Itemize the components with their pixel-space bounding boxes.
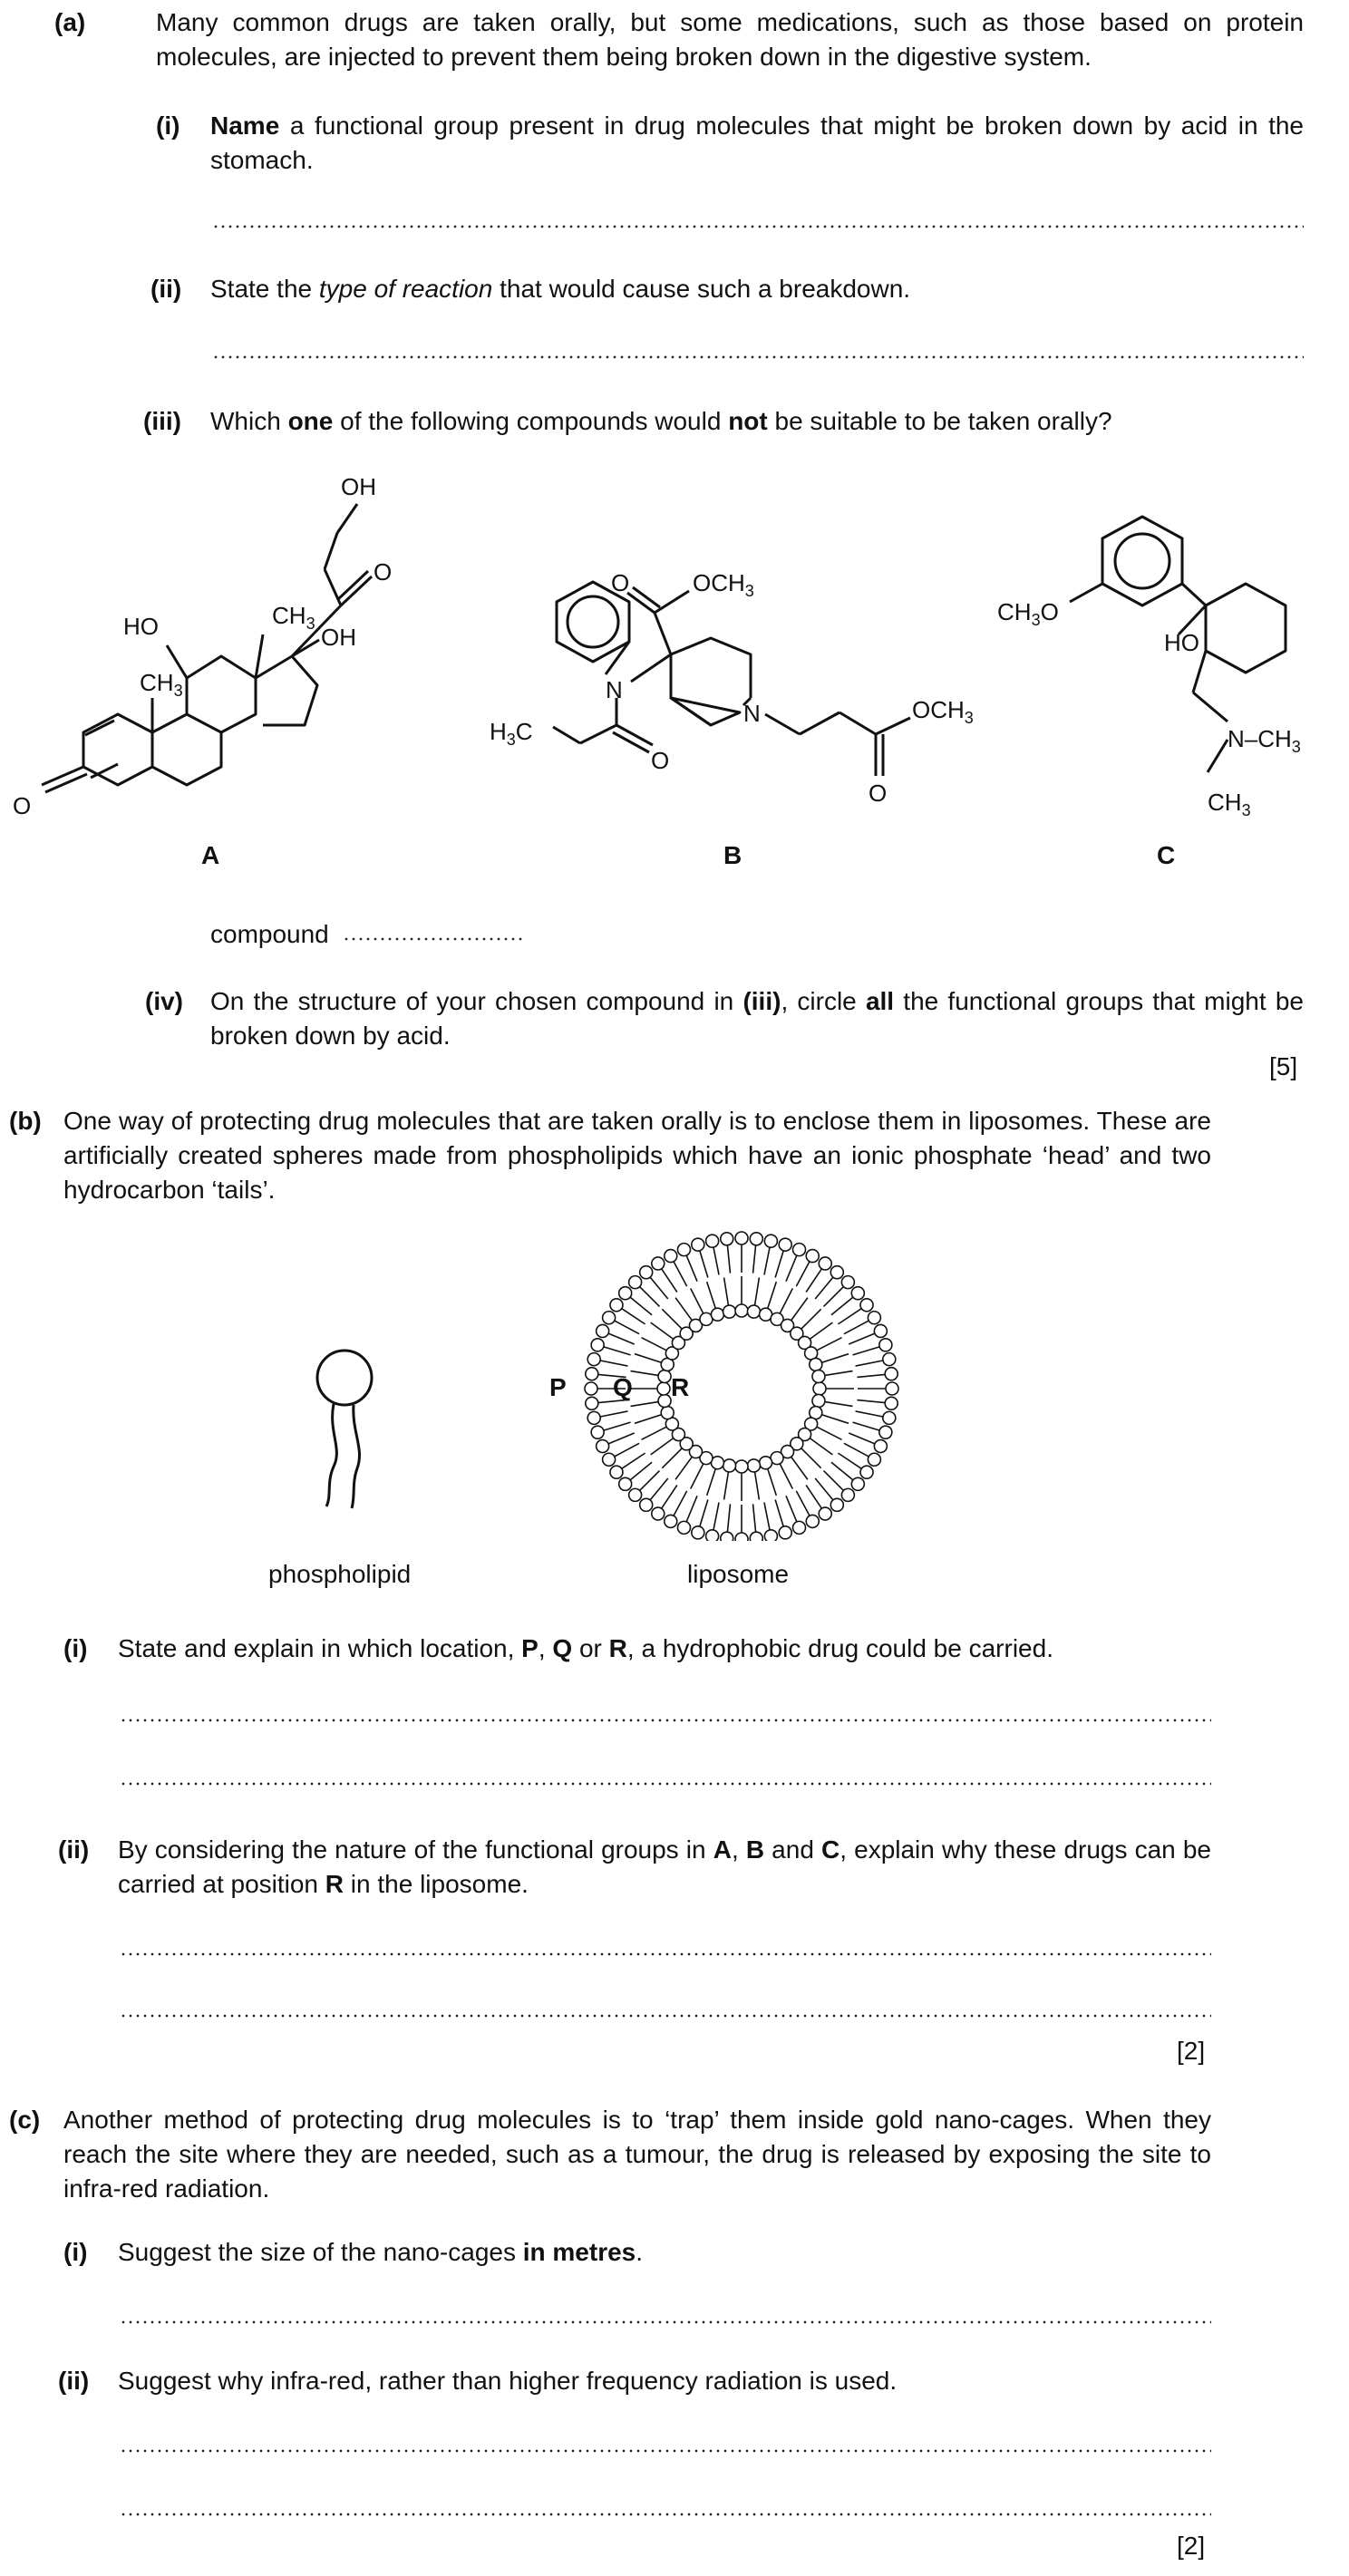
phospholipid-head xyxy=(723,1459,736,1472)
answer-line[interactable] xyxy=(120,2014,1211,2018)
phospholipid-tail xyxy=(806,1485,821,1508)
answer-line[interactable] xyxy=(120,2320,1211,2324)
part-c-ii-label: (ii) xyxy=(58,2367,90,2395)
part-a-ii-label: (ii) xyxy=(150,275,182,303)
answer-line[interactable] xyxy=(120,2449,1211,2453)
phospholipid-tail xyxy=(686,1255,697,1282)
phospholipid-tail xyxy=(608,1433,635,1444)
phospholipid-tail xyxy=(622,1453,645,1468)
phospholipid-head xyxy=(735,1460,748,1473)
phospholipid-tail xyxy=(691,1289,704,1314)
phospholipid-tail xyxy=(815,1478,833,1500)
phospholipid-head xyxy=(747,1305,760,1318)
phospholipid-tail xyxy=(662,1309,682,1329)
phospholipid-tail xyxy=(796,1262,810,1286)
part-c-marks: [2] xyxy=(1177,2532,1206,2560)
phospholipid-tail xyxy=(755,1278,760,1306)
phospholipid-head xyxy=(735,1232,748,1244)
svg-text:CH3: $CH_3$ xyxy=(140,669,183,700)
phospholipid-tail xyxy=(775,1499,783,1526)
phospholipid-head xyxy=(586,1397,598,1409)
phospholipid-head xyxy=(692,1526,704,1539)
part-a-iii-question: Which one of the following compounds would not be suitable to be taken orally? xyxy=(210,407,1112,435)
part-c-i-question: Suggest the size of the nano-cages in metres. xyxy=(118,2238,644,2266)
part-b-intro: One way of protecting drug molecules that are taken orally is to enclose them in liposomes. These are artificially created spheres made from phospholipids which have an ionic phosphate ‘head’ and two hydrocarbon ‘tails’. xyxy=(63,1107,1211,1204)
phospholipid-head xyxy=(819,1257,831,1270)
phospholipid-head xyxy=(711,1308,723,1321)
phospholipid-head xyxy=(619,1477,632,1490)
svg-text:OCH3: $OCH_3$ xyxy=(693,569,754,600)
phospholipid-tail xyxy=(662,1485,677,1508)
phospholipid-tail xyxy=(724,1278,729,1306)
phospholipid-tail xyxy=(631,1371,659,1376)
phospholipid-head xyxy=(591,1339,604,1351)
phospholipid-tail xyxy=(713,1503,719,1530)
phospholipid-head xyxy=(747,1459,760,1472)
phospholipid-head xyxy=(879,1426,892,1438)
n-label: N xyxy=(606,676,623,703)
answer-line[interactable] xyxy=(120,1952,1211,1956)
part-b-marks: [2] xyxy=(1177,2037,1206,2065)
o-label: O xyxy=(611,569,630,596)
position-r-label: R xyxy=(671,1373,690,1401)
phospholipid-head xyxy=(750,1532,762,1541)
phospholipid-tail xyxy=(753,1504,756,1532)
phospholipid-head xyxy=(665,1250,677,1263)
svg-text:CH3O: $CH_3O$ xyxy=(997,598,1059,629)
phospholipid-head xyxy=(658,1370,671,1383)
phospholipid-head xyxy=(841,1488,854,1501)
phospholipid-head xyxy=(652,1257,665,1270)
phospholipid-head xyxy=(587,1411,600,1424)
phospholipid-head xyxy=(851,1477,864,1490)
phospholipid-tail xyxy=(635,1354,661,1363)
phospholipid-tail xyxy=(675,1457,692,1479)
phospholipid-head xyxy=(706,1235,719,1247)
phospholipid-tail xyxy=(707,1282,716,1308)
phospholipid-tail xyxy=(856,1411,883,1417)
phospholipid-head xyxy=(764,1530,777,1541)
phospholipid-tail xyxy=(821,1354,848,1363)
phospholipid-head xyxy=(665,1515,677,1527)
compound-c-label: C xyxy=(1157,841,1176,869)
phospholipid-head xyxy=(677,1521,690,1534)
q-text: a functional group present in drug molecules that might be broken down by acid in the stomach. xyxy=(210,111,1304,174)
svg-text:OCH3: $OCH_3$ xyxy=(912,696,974,727)
phospholipid-tail xyxy=(849,1333,875,1344)
part-b-i-label: (i) xyxy=(63,1634,88,1662)
phospholipid-tail xyxy=(821,1415,848,1424)
phospholipid-tail xyxy=(724,1472,729,1500)
phospholipid-head xyxy=(610,1299,623,1312)
phospholipid-head xyxy=(760,1457,772,1469)
phospholipid-head xyxy=(830,1498,843,1511)
phospholipid-caption: phospholipid xyxy=(268,1560,412,1588)
phospholipid-tail xyxy=(849,1433,875,1444)
answer-line[interactable] xyxy=(120,2513,1211,2516)
phospholipid-head xyxy=(819,1507,831,1520)
phospholipid-head xyxy=(841,1276,854,1289)
bold-name: Name xyxy=(210,111,280,140)
phospholipid-head xyxy=(874,1324,887,1337)
part-b-ii-label: (ii) xyxy=(58,1835,90,1864)
phospholipid-tail xyxy=(780,1464,792,1489)
part-a-ii-question: State the type of reaction that would cause such a breakdown. xyxy=(210,275,911,303)
phospholipid-tail xyxy=(852,1422,879,1430)
phospholipid-head xyxy=(750,1233,762,1245)
phospholipid-tail xyxy=(806,1269,821,1293)
phospholipid-head xyxy=(657,1382,670,1395)
phospholipid-drawing xyxy=(317,1351,372,1508)
part-b-ii-question: By considering the nature of the functional groups in A, B and C, explain why these drugs can be carried at position R in the liposome. xyxy=(118,1835,1212,1898)
o-label: O xyxy=(374,558,393,586)
phospholipid-tail xyxy=(755,1472,760,1500)
phospholipid-tail xyxy=(831,1297,853,1315)
phospholipid-tail xyxy=(651,1438,674,1455)
phospholipid-tail xyxy=(825,1371,853,1376)
phospholipid-tail xyxy=(856,1361,883,1366)
phospholipid-tail xyxy=(630,1297,652,1315)
compound-a-label: A xyxy=(201,841,220,869)
answer-line[interactable] xyxy=(120,1782,1211,1786)
phospholipid-head xyxy=(764,1235,777,1247)
svg-text:CH3: $CH_3$ xyxy=(272,602,315,633)
phospholipid-tail xyxy=(630,1462,652,1480)
oh-label: OH xyxy=(341,473,376,500)
phospholipid-tail xyxy=(615,1321,639,1334)
phospholipid-head xyxy=(587,1353,600,1366)
phospholipid-tail xyxy=(650,1478,668,1500)
phospholipid-head xyxy=(779,1238,791,1251)
phospholipid-tail xyxy=(817,1338,842,1351)
phospholipid-head xyxy=(597,1324,609,1337)
phospholipid-head xyxy=(721,1233,733,1245)
compound-answer-prompt: compound xyxy=(210,920,329,948)
phospholipid-tail xyxy=(764,1503,770,1530)
phospholipid-head xyxy=(868,1453,880,1466)
ho-label: HO xyxy=(123,613,159,640)
phospholipid-tail xyxy=(786,1255,797,1282)
phospholipid-head xyxy=(603,1453,616,1466)
phospholipid-tail xyxy=(857,1400,885,1403)
phospholipid-tail xyxy=(615,1443,639,1457)
phospholipid-head xyxy=(692,1238,704,1251)
phospholipid-tail xyxy=(713,1247,719,1274)
phospholipid-head xyxy=(812,1370,825,1383)
phospholipid-head xyxy=(603,1312,616,1324)
phospholipid-tail xyxy=(768,1282,777,1308)
phospholipid-tail xyxy=(810,1438,832,1455)
phospholipid-head xyxy=(597,1440,609,1453)
phospholipid-head xyxy=(619,1287,632,1300)
phospholipid-head xyxy=(610,1466,623,1478)
phospholipid-head xyxy=(860,1299,873,1312)
phospholipid-head xyxy=(879,1339,892,1351)
ho-label: HO xyxy=(1164,629,1199,656)
phospholipid-tail xyxy=(640,1471,660,1491)
phospholipid-tail xyxy=(707,1468,716,1495)
phospholipid-head xyxy=(851,1287,864,1300)
phospholipid-tail xyxy=(796,1491,810,1516)
phospholipid-head xyxy=(874,1440,887,1453)
phospholipid-tail xyxy=(775,1251,783,1278)
phospholipid-tail xyxy=(727,1504,730,1532)
phospholipid-head xyxy=(586,1368,598,1380)
phospholipid-head xyxy=(629,1276,642,1289)
phospholipid-head xyxy=(658,1394,671,1407)
phospholipid-tail xyxy=(622,1309,645,1324)
o-label: O xyxy=(869,780,888,807)
phospholipid-head xyxy=(885,1397,898,1409)
phospholipid-tail xyxy=(824,1471,844,1491)
phospholipid-tail xyxy=(642,1427,667,1439)
phospholipid-tail xyxy=(764,1247,770,1274)
phospholipid-head xyxy=(806,1250,819,1263)
phospholipid-tail xyxy=(651,1322,674,1339)
phospholipid-tail xyxy=(608,1333,635,1344)
phospholipid-head xyxy=(779,1526,791,1539)
o-label: O xyxy=(651,747,670,774)
phospholipid-head xyxy=(812,1394,825,1407)
phospholipid-head xyxy=(806,1515,819,1527)
phospholipid-tail xyxy=(815,1277,833,1299)
phospholipid-head xyxy=(591,1426,604,1438)
part-a-iv-question: On the structure of your chosen compound in (iii), circle all the functional groups that might be broken down by acid. xyxy=(210,987,1304,1050)
phospholipid-head xyxy=(885,1368,898,1380)
phospholipid-head xyxy=(661,1407,674,1419)
phospholipid-head xyxy=(706,1530,719,1541)
phospholipid-tail xyxy=(640,1287,660,1307)
phospholipid-head xyxy=(629,1488,642,1501)
phospholipid-tail xyxy=(642,1338,667,1351)
phospholipid-tail xyxy=(810,1322,832,1339)
phospholipid-tail xyxy=(604,1422,631,1430)
o-label: O xyxy=(13,792,32,819)
phospholipid-tail xyxy=(674,1262,687,1286)
phospholipid-tail xyxy=(791,1457,808,1479)
phospholipid-head xyxy=(640,1498,653,1511)
compound-b-label: B xyxy=(723,841,742,869)
phospholipid-head xyxy=(640,1266,653,1279)
phospholipid-tail xyxy=(635,1415,661,1424)
phospholipid-tail xyxy=(831,1462,853,1480)
phospholipid-head xyxy=(813,1382,826,1395)
phospholipid-tail xyxy=(600,1361,627,1366)
phospholipid-tail xyxy=(691,1464,704,1489)
answer-line[interactable] xyxy=(120,1719,1211,1722)
phospholipid-tail xyxy=(780,1289,792,1314)
phospholipid-head xyxy=(723,1305,736,1318)
phospholipid-tail xyxy=(857,1374,885,1377)
part-b-label: (b) xyxy=(9,1107,42,1135)
phospholipid-head xyxy=(883,1353,896,1366)
phospholipid-tail xyxy=(838,1309,861,1324)
part-c-ii-question: Suggest why infra-red, rather than higher frequency radiation is used. xyxy=(118,2367,898,2395)
phospholipid-head xyxy=(883,1411,896,1424)
phospholipid-head xyxy=(652,1507,665,1520)
part-a-i-label: (i) xyxy=(156,111,180,140)
liposome-caption: liposome xyxy=(687,1560,790,1588)
phospholipid-head xyxy=(886,1382,898,1395)
phospholipid-tail xyxy=(700,1499,708,1526)
phospholipid-tail xyxy=(786,1496,797,1522)
phospholipid-tail xyxy=(662,1269,677,1293)
phospholipid-tail xyxy=(650,1277,668,1299)
part-b-i-question: State and explain in which location, P, Q or R, a hydrophobic drug could be carried. xyxy=(118,1634,1053,1662)
part-a-intro: Many common drugs are taken orally, but some medications, such as those based on protein molecules, are injected to prevent them being broken down in the digestive system. xyxy=(156,8,1304,71)
part-c-intro: Another method of protecting drug molecules is to ‘trap’ them inside gold nano-cages. When they reach the site where they are needed, such as a tumour, the drug is released by exposing the site to infra-red radiation. xyxy=(63,2106,1211,2203)
position-q-label: Q xyxy=(613,1373,633,1401)
phospholipid-head xyxy=(793,1521,806,1534)
phospholipid-tail xyxy=(824,1287,844,1307)
position-p-label: P xyxy=(549,1373,567,1401)
phospholipid-tail xyxy=(631,1402,659,1407)
phospholipid-tail xyxy=(844,1321,869,1334)
part-c-label: (c) xyxy=(9,2106,41,2134)
phospholipid-tail xyxy=(604,1347,631,1355)
phospholipid-tail xyxy=(674,1491,687,1516)
part-a-label: (a) xyxy=(54,8,86,36)
svg-text:H3C: $H_3C$ xyxy=(490,718,533,749)
phospholipid-tail xyxy=(768,1468,777,1495)
phospholipid-head xyxy=(735,1533,748,1541)
phospholipid-tail xyxy=(852,1347,879,1355)
phospholipid-tail xyxy=(600,1411,627,1417)
phospholipid-head xyxy=(677,1244,690,1256)
svg-text:N–CH3: $N-CH_3$ xyxy=(1228,725,1301,756)
phospholipid-head xyxy=(860,1466,873,1478)
phospholipid-tail xyxy=(838,1453,861,1468)
phospholipid-tail xyxy=(801,1448,821,1468)
phospholipid-tail xyxy=(825,1402,853,1407)
n-label: N xyxy=(743,700,761,727)
phospholipid-head xyxy=(585,1382,597,1395)
phospholipid-tail xyxy=(844,1443,869,1457)
phospholipid-head xyxy=(810,1358,822,1370)
phospholipid-head xyxy=(830,1266,843,1279)
part-a-marks: [5] xyxy=(1269,1052,1298,1080)
phospholipid-tail xyxy=(801,1309,821,1329)
phospholipid-tail xyxy=(675,1298,692,1321)
phospholipid-tail xyxy=(727,1245,730,1273)
part-a-iii-label: (iii) xyxy=(143,407,181,435)
part-c-i-label: (i) xyxy=(63,2238,88,2266)
phospholipid-tail xyxy=(686,1496,697,1522)
phospholipid-head xyxy=(735,1304,748,1317)
phospholipid-tail xyxy=(753,1245,756,1273)
phospholipid-tail xyxy=(700,1251,708,1278)
phospholipid-tail xyxy=(662,1448,682,1468)
phospholipid-head xyxy=(868,1312,880,1324)
phospholipid-head xyxy=(793,1244,806,1256)
phospholipid-head xyxy=(721,1532,733,1541)
phospholipid-tail xyxy=(791,1298,808,1321)
oh-label: OH xyxy=(321,624,356,651)
part-a-iv-label: (iv) xyxy=(145,987,183,1015)
phospholipid-tail xyxy=(817,1427,842,1439)
svg-text:CH3: $CH_3$ xyxy=(1208,789,1251,819)
